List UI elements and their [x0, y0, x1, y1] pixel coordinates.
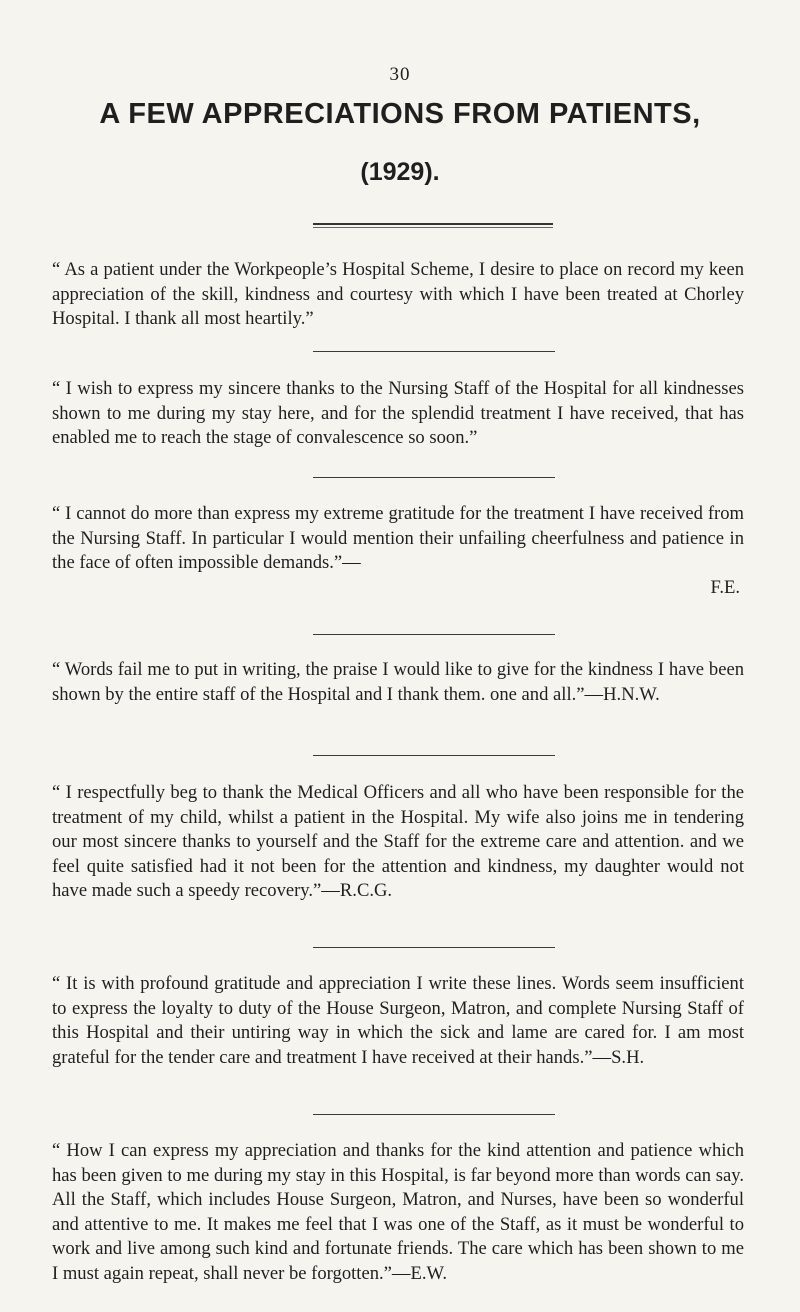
quote-2: “ I wish to express my sincere thanks to the Nursing Staff of the Hospital for all kindnesses shown to me during my stay here, and for the splendid treatment I have received, that has enabled me to reach the stage of convalescence so soon.” [52, 378, 744, 448]
page-number: 30 [389, 64, 411, 85]
divider-5 [313, 947, 555, 948]
quote-7: “ How I can express my appreciation and thanks for the kind attention and patience which has been given to me during my stay in this Hospital, is far beyond more than words can say. All the Staff, which includes House Surgeon, Matron, and Nurses, have been so wonderful and attentive to me. It makes me feel that I was one of the Staff, as it must be wonderful to work and live among such kind and fortunate friends. The care which has been shown to me I must again repeat, shall never be forgotten.”—E.W. [52, 1140, 744, 1284]
divider-4 [313, 755, 555, 756]
quote-3: “ I cannot do more than express my extreme gratitude for the treatment I have received from the Nursing Staff. In particular I would mention their unfailing cheerfulness and patience in the face of often impossible demands.”— [52, 503, 744, 573]
divider-1 [313, 351, 555, 352]
quote-3-signature: F.E. [710, 576, 740, 598]
quote-6: “ It is with profound gratitude and appreciation I write these lines. Words seem insufficient to express the loyalty to duty of the House Surgeon, Matron, and complete Nursing Staff of this Hospital and their untiring way in which the sick and lame are cared for. I am most grateful for the tender care and treatment I have received at their hands.”—S.H. [52, 973, 744, 1068]
divider-3 [313, 634, 555, 635]
divider-6 [313, 1114, 555, 1115]
quote-3-block [52, 502, 744, 600]
page-title: A FEW APPRECIATIONS FROM PATIENTS, [99, 98, 701, 130]
quote-1: “ As a patient under the Workpeople’s Hospital Scheme, I desire to place on record my keen appreciation of the skill, kindness and courtesy with which I have been treated at Chorley Hospital. I thank all most heartily.” [52, 259, 744, 329]
title-divider [313, 223, 553, 225]
quote-5: “ I respectfully beg to thank the Medical Officers and all who have been responsible for the treatment of my child, whilst a patient in the Hospital. My wife also joins me in tendering our most sincere thanks to yourself and the Staff for the extreme care and attention. and we feel quite satisfied had it not been for the attention and kindness, my daughter would not have made such a speedy recovery.”—R.C.G. [52, 782, 744, 901]
quote-4: “ Words fail me to put in writing, the praise I would like to give for the kindness I have been shown by the entire staff of the Hospital and I thank them. one and all.”—H.N.W. [52, 659, 744, 705]
divider-2 [313, 477, 555, 478]
page-subtitle-year: (1929). [360, 158, 440, 186]
